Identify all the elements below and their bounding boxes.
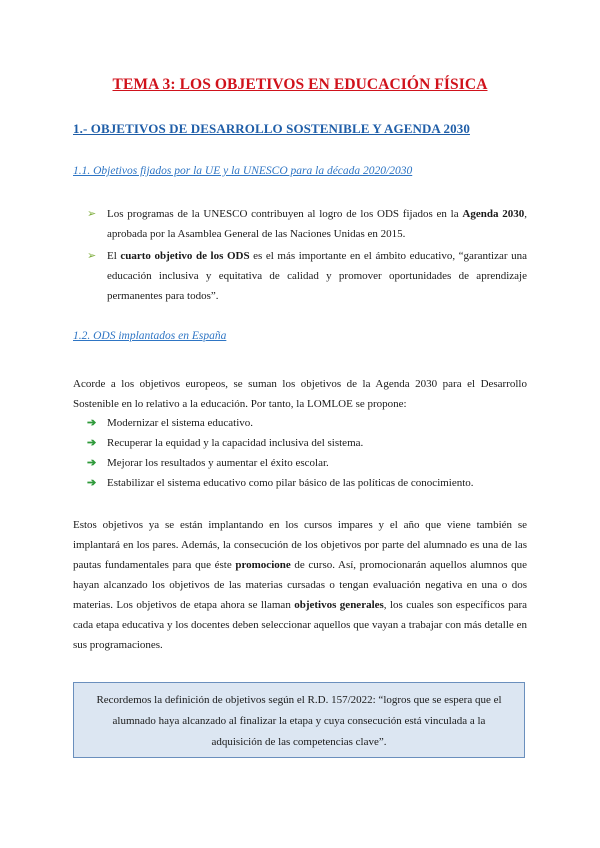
section-heading: 1.- OBJETIVOS DE DESARROLLO SOSTENIBLE Y AGENDA 2030 xyxy=(73,121,470,136)
list-item: ➔ Mejorar los resultados y aumentar el éxito escolar. xyxy=(107,453,527,473)
page-title: TEMA 3: LOS OBJETIVOS EN EDUCACIÓN FÍSICA xyxy=(112,76,488,93)
list-item: ➔ Estabilizar el sistema educativo como pilar básico de las políticas de conocimiento. xyxy=(107,473,527,493)
ods-list xyxy=(87,204,528,308)
list-item: ➔ Recuperar la equidad y la capacidad inclusiva del sistema. xyxy=(107,433,527,453)
subsection-heading-1: 1.1. Objetivos fijados por la UE y la UNESCO para la década 2020/2030 xyxy=(73,165,413,177)
arrow-bullet-icon: ➔ xyxy=(87,437,97,449)
subsection-heading-2: 1.2. ODS implantados en España xyxy=(73,330,227,342)
definition-callout-box: Recordemos la definición de objetivos según el R.D. 157/2022: “logros que se espera que el alumnado haya alcanzado al finalizar la etapa y cuya consecución está vinculada a la adquisición de las competencias clave”. xyxy=(73,682,525,758)
arrowhead-bullet-icon: ➢ xyxy=(87,208,97,220)
list-item: ➔ Modernizar el sistema educativo. xyxy=(107,413,527,433)
arrowhead-bullet-icon: ➢ xyxy=(87,250,97,262)
lomloe-goals-list xyxy=(87,413,527,493)
arrow-bullet-icon: ➔ xyxy=(87,417,97,429)
paragraph: Estos objetivos ya se están implantando en los cursos impares y el año que viene también se implantará en los pares. Además, la consecución de los objetivos por parte del alumnado es una de las pautas fundamentales para que éste promocione de curso. Así, promocionarán aquellos alumnos que hayan alcanzado los objetivos de las materias cursadas o tengan evaluación negativa en una o dos materias. Los objetivos de etapa ahora se llaman objetivos generales, los cuales son específicos para cada etapa educativa y los docentes deben seleccionar aquellos que vayan a trabajar con más detalle en sus programaciones. xyxy=(73,519,527,651)
list-item: ➢ Los programas de la UNESCO contribuyen al logro de los ODS fijados en la Agenda 2030, aprobada por la Asamblea General de las Naciones Unidas en 2015. xyxy=(107,204,527,244)
paragraph: Acorde a los objetivos europeos, se suman los objetivos de la Agenda 2030 para el Desarrollo Sostenible en lo relativo a la educación. Por tanto, la LOMLOE se propone: xyxy=(73,378,527,410)
arrow-bullet-icon: ➔ xyxy=(87,457,97,469)
list-item: ➢ El cuarto objetivo de los ODS es el más importante en el ámbito educativo, “garantizar una educación inclusiva y equitativa de calidad y promover oportunidades de aprendizaje permanentes para todos”. xyxy=(107,246,527,306)
arrow-bullet-icon: ➔ xyxy=(87,477,97,489)
